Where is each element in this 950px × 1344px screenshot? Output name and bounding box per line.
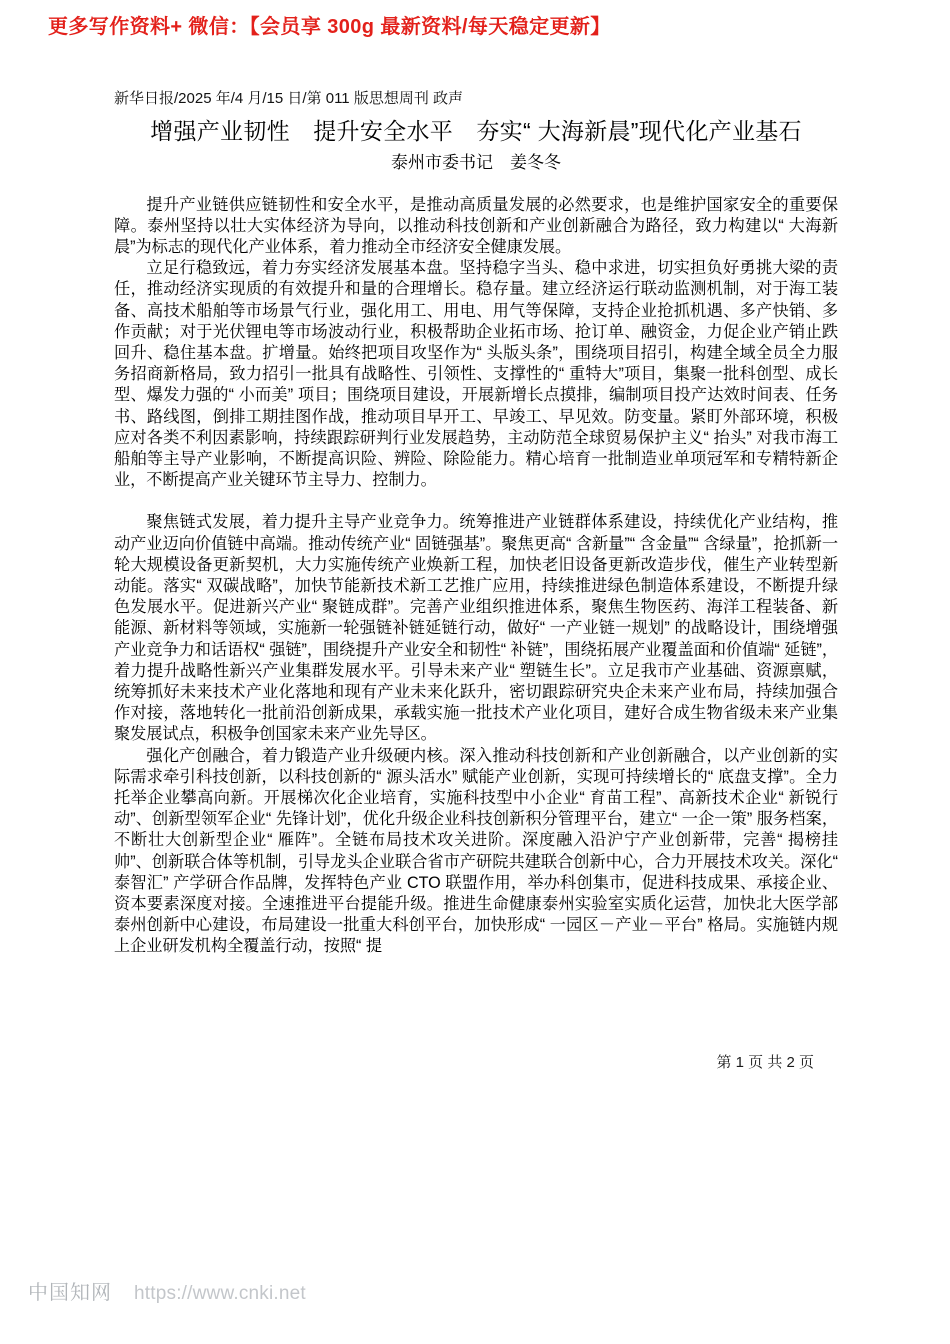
page-title: 增强产业韧性 提升安全水平 夯实“ 大海新晨”现代化产业基石 xyxy=(150,117,802,144)
cnki-brand-label: 中国知网 xyxy=(28,1282,112,1304)
promo-banner-text: 更多写作资料+ 微信：【会员享 300g 最新资料/每天稳定更新】 xyxy=(48,16,611,38)
article-paragraph-3: 聚焦链式发展，着力提升主导产业竞争力。统筹推进产业链群体系建设，持续优化产业结构，推动产业迈向价值链中高端。推动传统产业“ 固链强基”。聚焦更高“ 含新量”“ 含金量”“ 含绿量”，抢抓新一轮大规模设备更新契机，大力实施传统产业焕新工程，加快老旧设备更新改造步伐，催生产业转型新动能。落实“ 双碳战略”，加快节能新技术新工艺推广应用，持续推进绿色制造体系建设，不断提升绿色发展水平。促进新兴产业“ 聚链成群”。完善产业组织推进体系，聚焦生物医药、海洋工程装备、新能源、新材料等领域，实施新一轮强链补链延链行动，做好“ 一产业链一规划” 的战略设计，围绕增强产业竞争力和话语权“ 强链”，围绕提升产业安全和韧性“ 补链”，围绕拓展产业覆盖面和价值端“ 延链”，着力提升战略性新兴产业集群发展水平。引导未来产业“ 塑链生长”。立足我市产业基础、资源禀赋，统筹抓好未来技术产业化落地和现有产业未来化跃升，密切跟踪研究央企未来产业布局，持续加强合作对接，落地转化一批前沿创新成果，承载实施一批技术产业化项目，建好合成生物省级未来产业集聚发展试点，积极争创国家未来产业先导区。 xyxy=(114,513,838,744)
cnki-watermark xyxy=(28,1276,306,1305)
article-paragraph-2: 立足行稳致远，着力夯实经济发展基本盘。坚持稳字当头、稳中求进，切实担负好勇挑大梁的责任，推动经济实现质的有效提升和量的合理增长。稳存量。建立经济运行联动监测机制，对于海工装备、高技术船舶等市场景气行业，强化用工、用电、用气等保障，支持企业抢抓机遇、多产快销、多作贡献；对于光伏锂电等市场波动行业，积极帮助企业拓市场、抢订单、融资金，力促企业产销止跌回升、稳住基本盘。扩增量。始终把项目攻坚作为“ 头版头条”，围绕项目招引，构建全域全员全力服务招商新格局，致力招引一批具有战略性、引领性、支撑性的“ 重特大”项目，集聚一批科创型、成长型、爆发力强的“ 小而美” 项目；围绕项目建设，开展新增长点摸排，编制项目投产达效时间表、任务书、路线图，倒排工期挂图作战，推动项目早开工、早竣工、早见效。防变量。紧盯外部环境，积极应对各类不利因素影响，持续跟踪研判行业发展趋势，主动防范全球贸易保护主义“ 抬头” 对我市海工船舶等主导产业影响，不断提高识险、辨险、除险能力。精心培育一批制造业单项冠军和专精特新企业，不断提高产业关键环节主导力、控制力。 xyxy=(114,259,838,490)
article-body xyxy=(114,195,838,958)
author-byline: 泰州市委书记 姜冬冬 xyxy=(391,152,561,172)
publication-source-line: 新华日报/2025 年/4 月/15 日/第 011 版思想周刊 政声 xyxy=(114,90,463,107)
cnki-url-label: https://www.cnki.net xyxy=(134,1283,306,1304)
page-number-indicator: 第 1 页 共 2 页 xyxy=(716,1054,814,1071)
article-container xyxy=(114,88,838,958)
article-paragraph-4: 强化产创融合，着力锻造产业升级硬内核。深入推动科技创新和产业创新融合，以产业创新的实际需求牵引科技创新，以科技创新的“ 源头活水” 赋能产业创新，实现可持续增长的“ 底盘支撑”。全力托举企业攀高向新。开展梯次化企业培育，实施科技型中小企业“ 育苗工程”、高新技术企业“ 新锐行动”、创新型领军企业“ 先锋计划”，优化升级企业科技创新积分管理平台，建立“ 一企一策” 服务档案，不断壮大创新型企业“ 雁阵”。全链布局技术攻关进阶。深度融入沿沪宁产业创新带，完善“ 揭榜挂帅”、创新联合体等机制，引导龙头企业联合省市产研院共建联合创新中心，合力开展技术攻关。深化“ 泰智汇” 产学研合作品牌，发挥特色产业 CTO 联盟作用，举办科创集市，促进科技成果、承接企业、资本要素深度对接。全速推进平台提能升级。推进生命健康泰州实验室实质化运营，加快北大医学部泰州创新中心建设，布局建设一批重大科创平台，加快形成“ 一园区－产业－平台” 格局。实施链内规上企业研发机构全覆盖行动，按照“ 提 xyxy=(114,746,838,956)
article-paragraph-1: 提升产业链供应链韧性和安全水平，是推动高质量发展的必然要求，也是维护国家安全的重要保障。泰州坚持以壮大实体经济为导向，以推动科技创新和产业创新融合为路径，致力构建以“ 大海新晨”为标志的现代化产业体系，着力推动全市经济安全健康发展。 xyxy=(114,195,838,256)
